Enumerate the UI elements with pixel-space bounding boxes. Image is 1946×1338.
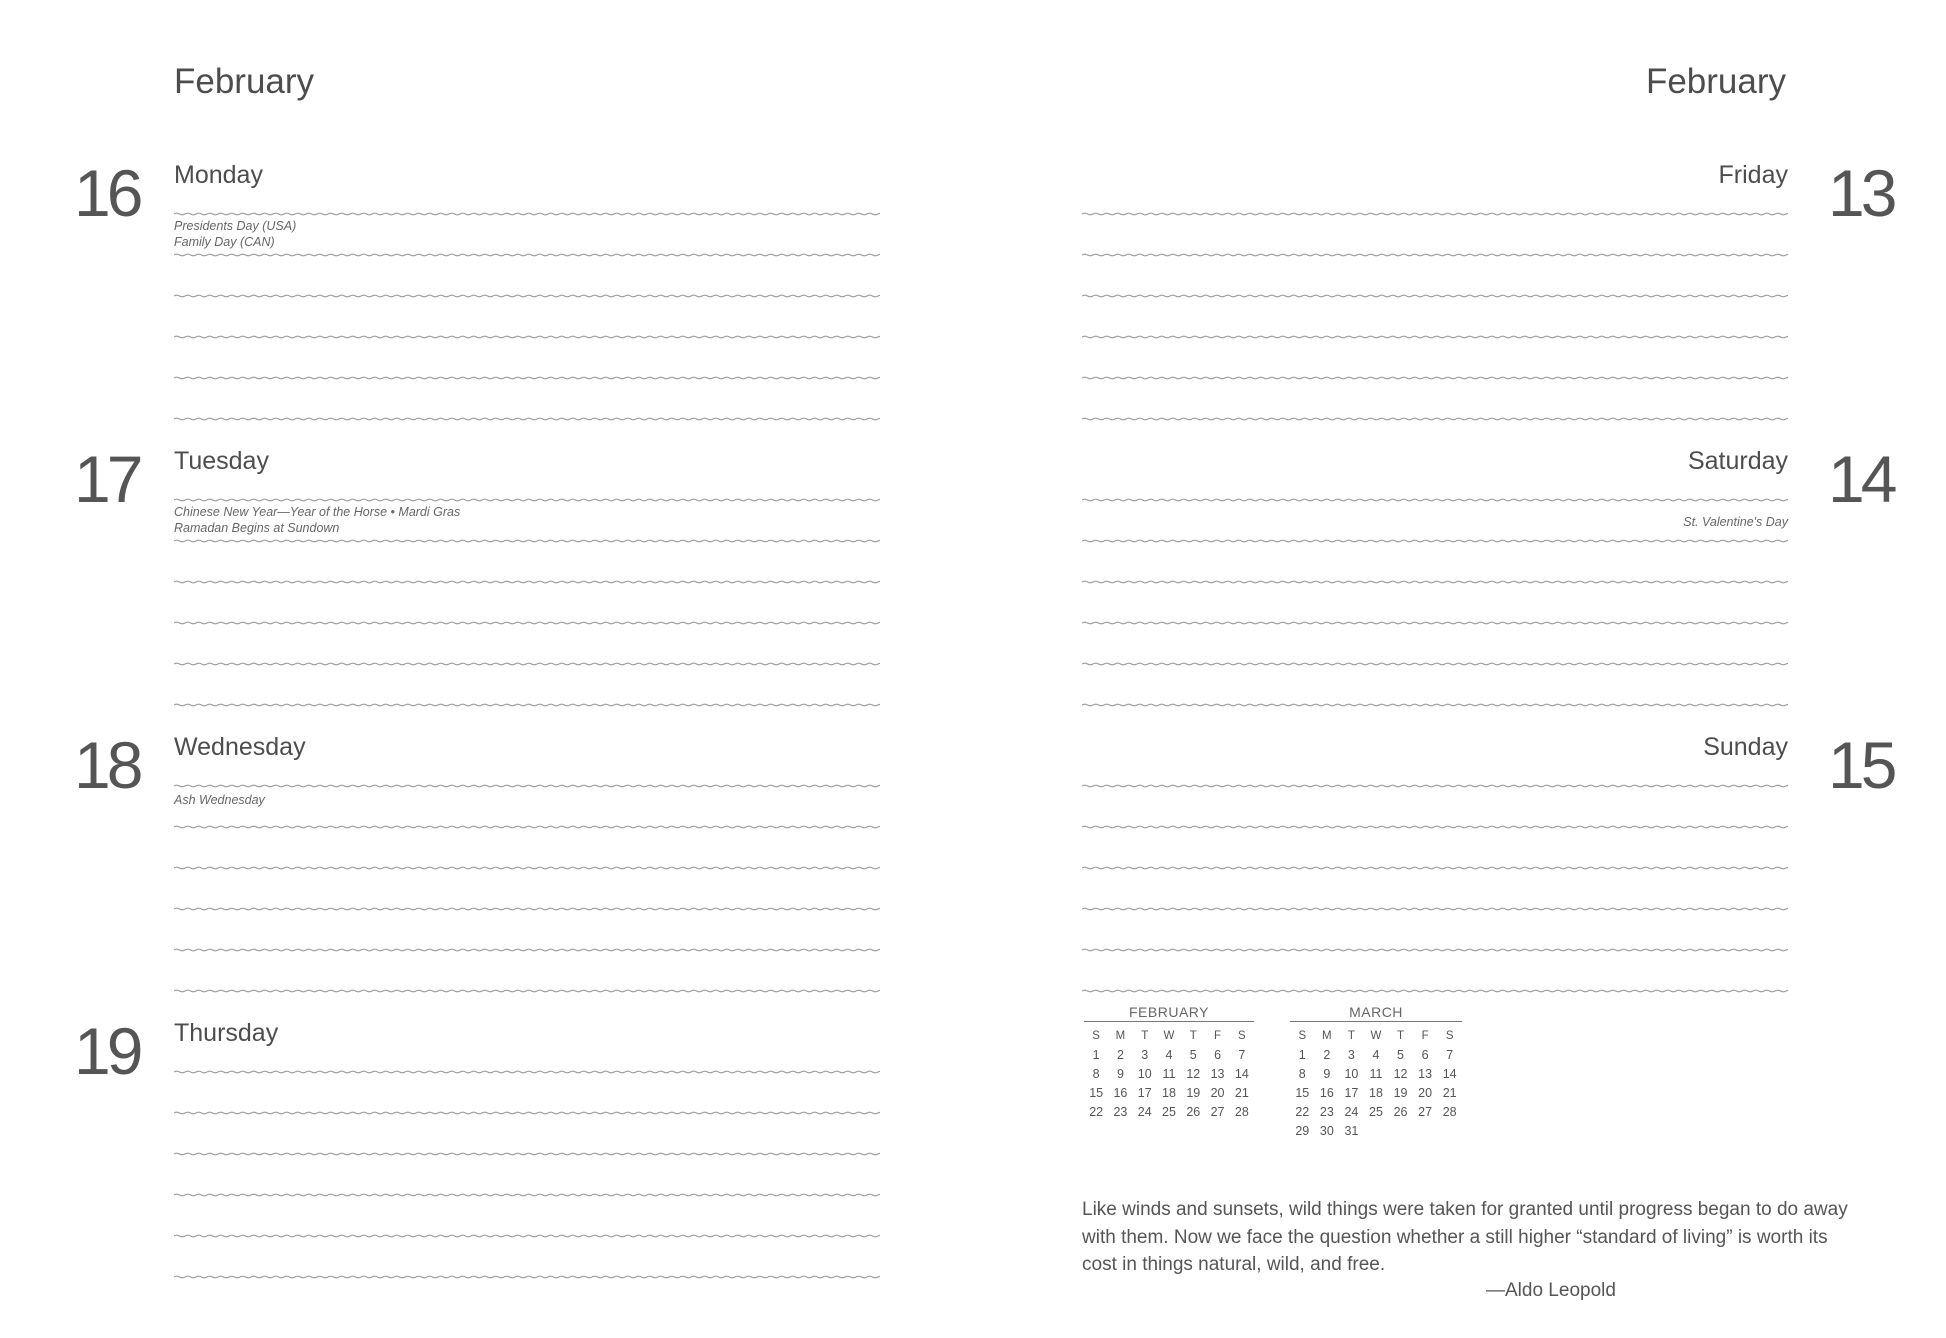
day-name: Wednesday	[174, 733, 306, 761]
day-name: Friday	[1718, 161, 1788, 189]
calendar-date: 3	[1347, 1047, 1355, 1062]
ruled-line	[1082, 826, 1788, 828]
ruled-line	[174, 704, 880, 706]
calendar-date: 13	[1418, 1066, 1433, 1081]
weekday-label: W	[1163, 1029, 1175, 1042]
mini-calendar-title: FEBRUARY	[1084, 1004, 1254, 1022]
ruled-line	[1082, 499, 1788, 501]
calendar-date	[1437, 1121, 1462, 1140]
calendar-date: 29	[1295, 1123, 1310, 1138]
writing-lines[interactable]	[1082, 210, 1788, 422]
calendar-date: 12	[1393, 1066, 1408, 1081]
day-number: 19	[74, 1014, 140, 1088]
left-month-title: February	[174, 62, 315, 101]
weekday-label: M	[1322, 1029, 1332, 1042]
ruled-line	[1082, 540, 1788, 542]
mini-calendar-february	[1084, 1004, 1254, 1121]
day-notes	[174, 792, 265, 808]
weekday-label: M	[1115, 1029, 1126, 1042]
calendar-date: 7	[1238, 1047, 1246, 1062]
calendar-week	[1290, 1121, 1462, 1140]
holiday-note: Chinese New Year—Year of the Horse • Mardi Gras	[174, 505, 461, 519]
ruled-line	[174, 213, 880, 215]
quote-author: —Aldo Leopold	[1486, 1280, 1616, 1301]
ruled-line	[174, 1194, 880, 1196]
ruled-line	[1082, 663, 1788, 665]
calendar-date: 15	[1089, 1085, 1104, 1100]
calendar-date: 22	[1089, 1104, 1104, 1119]
weekday-label: F	[1421, 1029, 1429, 1042]
weekday-label: S	[1445, 1029, 1454, 1042]
quote-text: Like winds and sunsets, wild things were taken for granted until progress began to do away with them. Now we face the question whether a still higher “standard of living” is worth its cost in things natural, wild, and free.	[1082, 1199, 1848, 1275]
calendar-date: 27	[1418, 1104, 1433, 1119]
calendar-date: 26	[1186, 1104, 1201, 1119]
ruled-line	[174, 1276, 880, 1278]
day-section-tuesday	[174, 447, 880, 702]
right-month-title: February	[1645, 62, 1786, 101]
ruled-line	[1082, 704, 1788, 706]
calendar-date: 1	[1092, 1047, 1100, 1062]
ruled-line	[1082, 949, 1788, 951]
calendar-date: 18	[1369, 1085, 1383, 1100]
calendar-date: 5	[1397, 1047, 1404, 1062]
ruled-line	[174, 336, 880, 338]
calendar-date: 24	[1344, 1104, 1359, 1119]
day-section-sunday	[1082, 733, 1788, 988]
calendar-date: 15	[1295, 1085, 1310, 1100]
calendar-date: 17	[1344, 1085, 1359, 1100]
calendar-date: 9	[1116, 1066, 1124, 1081]
calendar-date: 16	[1319, 1085, 1334, 1100]
calendar-date: 12	[1186, 1066, 1201, 1081]
holiday-note: Family Day (CAN)	[174, 235, 275, 249]
ruled-line	[174, 1153, 880, 1155]
calendar-date: 4	[1165, 1047, 1173, 1062]
calendar-date	[1388, 1121, 1413, 1140]
ruled-line	[174, 908, 880, 910]
day-name: Tuesday	[174, 447, 269, 475]
calendar-date: 11	[1162, 1066, 1176, 1081]
weekday-label: S	[1238, 1029, 1246, 1042]
calendar-date: 1	[1298, 1047, 1306, 1062]
holiday-note: St. Valentine's Day	[1683, 515, 1788, 529]
calendar-date	[1364, 1121, 1389, 1140]
mini-calendar-grid	[1290, 1026, 1462, 1140]
day-notes	[1683, 514, 1788, 530]
ruled-line	[1082, 295, 1788, 297]
ruled-line	[174, 295, 880, 297]
ruled-line	[1082, 377, 1788, 379]
calendar-date: 25	[1369, 1104, 1383, 1119]
weekday-label: S	[1298, 1029, 1307, 1042]
ruled-line	[174, 540, 880, 542]
day-number: 17	[74, 442, 140, 516]
calendar-week	[1290, 1102, 1462, 1121]
weekday-label: F	[1214, 1029, 1222, 1042]
ruled-line	[1082, 418, 1788, 420]
calendar-week	[1084, 1045, 1254, 1064]
calendar-week	[1084, 1064, 1254, 1083]
mini-calendar-march	[1290, 1004, 1462, 1140]
calendar-date: 8	[1298, 1066, 1306, 1081]
day-name: Saturday	[1687, 447, 1788, 475]
weekday-label: T	[1141, 1029, 1149, 1042]
weekday-label: W	[1370, 1029, 1382, 1042]
day-section-thursday	[174, 1019, 880, 1274]
calendar-date: 17	[1137, 1085, 1152, 1100]
calendar-date	[1413, 1121, 1438, 1140]
calendar-date: 2	[1323, 1047, 1331, 1062]
calendar-date: 6	[1421, 1047, 1429, 1062]
calendar-date: 19	[1186, 1085, 1201, 1100]
calendar-week	[1084, 1083, 1254, 1102]
day-name: Monday	[174, 161, 263, 189]
day-name: Sunday	[1703, 733, 1788, 761]
calendar-week	[1290, 1064, 1462, 1083]
calendar-date: 26	[1393, 1104, 1408, 1119]
ruled-line	[174, 377, 880, 379]
calendar-date: 11	[1369, 1066, 1383, 1081]
holiday-note: Ash Wednesday	[174, 793, 265, 807]
day-number: 14	[1828, 442, 1894, 516]
calendar-date: 7	[1446, 1047, 1454, 1062]
weekday-label: T	[1347, 1029, 1355, 1042]
ruled-line	[174, 990, 880, 992]
weekday-label: T	[1189, 1029, 1197, 1042]
ruled-line	[174, 622, 880, 624]
calendar-date: 8	[1092, 1066, 1100, 1081]
writing-lines[interactable]	[174, 1068, 880, 1280]
calendar-date: 19	[1393, 1085, 1408, 1100]
calendar-date: 24	[1137, 1104, 1152, 1119]
calendar-date: 14	[1234, 1066, 1249, 1081]
calendar-date: 18	[1162, 1085, 1176, 1100]
writing-lines[interactable]	[1082, 496, 1788, 708]
calendar-date: 20	[1418, 1085, 1433, 1100]
ruled-line	[174, 663, 880, 665]
ruled-line	[174, 1112, 880, 1114]
day-section-saturday	[1082, 447, 1788, 702]
calendar-week	[1290, 1083, 1462, 1102]
calendar-date: 5	[1189, 1047, 1197, 1062]
ruled-line	[1082, 581, 1788, 583]
day-notes	[174, 504, 460, 536]
day-name: Thursday	[174, 1019, 279, 1047]
ruled-line	[174, 867, 880, 869]
day-number: 16	[74, 156, 140, 230]
calendar-date: 4	[1372, 1047, 1380, 1062]
calendar-date: 23	[1319, 1104, 1334, 1119]
calendar-date: 3	[1141, 1047, 1149, 1062]
calendar-date: 21	[1442, 1085, 1457, 1100]
calendar-date: 31	[1344, 1123, 1359, 1138]
ruled-line	[174, 826, 880, 828]
calendar-date: 16	[1113, 1085, 1128, 1100]
ruled-line	[1082, 785, 1788, 787]
weekday-label: T	[1397, 1029, 1405, 1042]
day-number: 13	[1828, 156, 1894, 230]
day-section-friday	[1082, 161, 1788, 416]
day-number: 15	[1828, 728, 1894, 802]
day-notes	[174, 218, 296, 250]
holiday-note: Ramadan Begins at Sundown	[174, 521, 340, 535]
calendar-date: 10	[1344, 1066, 1359, 1081]
ruled-line	[174, 785, 880, 787]
calendar-date: 28	[1234, 1104, 1249, 1119]
calendar-date: 25	[1162, 1104, 1176, 1119]
ruled-line	[1082, 213, 1788, 215]
ruled-line	[1082, 622, 1788, 624]
ruled-line	[1082, 990, 1788, 992]
ruled-line	[1082, 908, 1788, 910]
calendar-date: 9	[1323, 1066, 1331, 1081]
calendar-week	[1084, 1102, 1254, 1121]
calendar-date: 6	[1214, 1047, 1222, 1062]
mini-calendar-grid	[1084, 1026, 1254, 1121]
ruled-line	[174, 1235, 880, 1237]
ruled-line	[174, 499, 880, 501]
ruled-line	[1082, 336, 1788, 338]
holiday-note: Presidents Day (USA)	[174, 219, 297, 233]
calendar-date: 2	[1116, 1047, 1124, 1062]
ruled-line	[174, 254, 880, 256]
day-number: 18	[74, 728, 140, 802]
day-section-monday	[174, 161, 880, 416]
ruled-line	[1082, 867, 1788, 869]
calendar-date: 23	[1113, 1104, 1128, 1119]
calendar-date: 13	[1210, 1066, 1225, 1081]
mini-calendar-title: MARCH	[1290, 1004, 1462, 1022]
calendar-date: 30	[1319, 1123, 1334, 1138]
calendar-date: 27	[1210, 1104, 1225, 1119]
ruled-line	[174, 1071, 880, 1073]
calendar-week	[1290, 1045, 1462, 1064]
day-section-wednesday	[174, 733, 880, 988]
ruled-line	[174, 418, 880, 420]
ruled-line	[174, 581, 880, 583]
calendar-date: 10	[1137, 1066, 1152, 1081]
calendar-date: 28	[1442, 1104, 1457, 1119]
ruled-line	[174, 949, 880, 951]
calendar-date: 20	[1210, 1085, 1225, 1100]
calendar-date: 14	[1442, 1066, 1457, 1081]
weekday-label: S	[1092, 1029, 1100, 1042]
calendar-date: 22	[1295, 1104, 1310, 1119]
ruled-line	[1082, 254, 1788, 256]
writing-lines[interactable]	[174, 782, 880, 994]
writing-lines[interactable]	[1082, 782, 1788, 994]
calendar-date: 21	[1234, 1085, 1249, 1100]
